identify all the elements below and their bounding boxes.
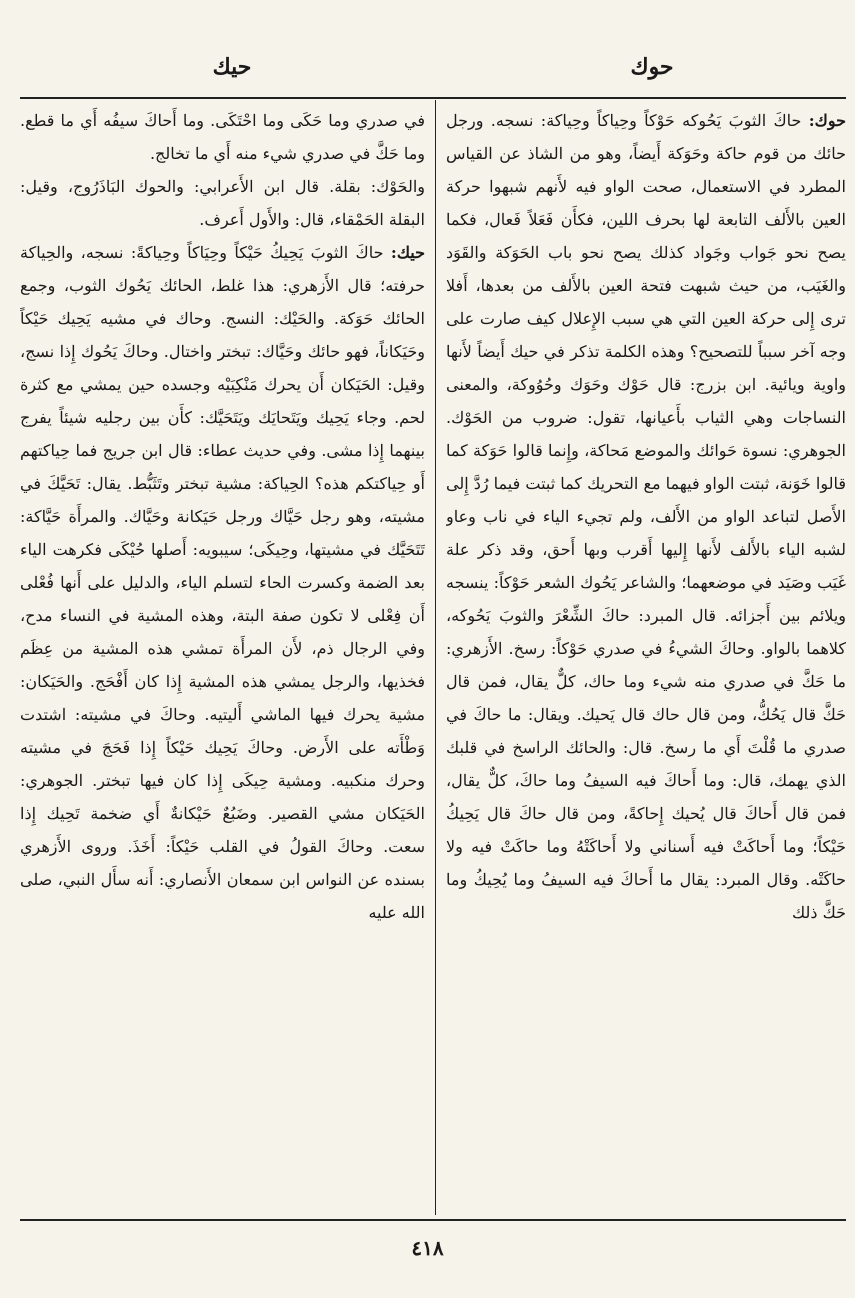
entry-hwk	[446, 104, 846, 929]
entry-hyk	[20, 236, 425, 929]
right-column	[446, 104, 846, 1212]
header-rule	[20, 97, 846, 99]
column-divider	[435, 100, 436, 1215]
running-head-left: حيك	[212, 54, 252, 80]
footer-rule	[20, 1219, 846, 1221]
page-number: ٤١٨	[411, 1236, 444, 1260]
continuation-paragraph: في صدري وما حَكَى وما احْتَكَى. وما أَحاكَ سيفُه أَي ما قطع. وما حَكَّ في صدري شيء منه أَي ما تخالج.	[20, 111, 425, 163]
running-head-right: حوك	[630, 54, 674, 80]
left-column	[20, 104, 425, 1212]
entry-text-hyk: حاكَ الثوبَ يَحِيكُ حَيْكاً وحِيَاكاً وحِياكةً: نسجه، والحِياكة حرفته؛ قال الأَزهري: هذا غلط، الحائك يَحُوك الثوب، وجمع الحائك حَوَكة. والحَيْك: النسج. وحاك في مشيه يَحِيك حَيْكاً وحَيَكاناً، فهو حائك وحَيَّاك: تبختر واختال. وحاكَ يَحُوك إِذا نسج، وقيل: الحَيَكان أَن يحرك مَنْكِبَيْه وجسده حين يمشي مع كثرة لحم. وجاء يَحِيك ويَتَحايَك ويَتَحَيَّك: كأَن بين رجليه شيئاً يفرج بينهما إِذا مشى. وفي حديث عطاء: قال ابن جريج فما حِياكتهم أَو حِياكتكم هذه؟ الحِياكة: مشية تبختر وتَثَبُّط. يقال: تَحَيَّكَ في مشيته، وهو رجل حَيَّاك ورجل حَيَكانة وحَيَّاك. والمرأَة حَيَّاكة: تَتَحَيَّك في مشيتها، وحِيكَى؛ سيبويه: أَصلها حُيْكَى فكرهت الياء بعد الضمة وكسرت الحاء لتسلم الياء، والدليل على أَنها فُعْلى أَن فِعْلى لا تكون صفة البتة، وهذه المشية في النساء مدح، وفي الرجال ذم، لأَن المرأَة تمشي هذه المشية من عِظَم فخذيها، والرجل يمشي هذه المشية إِذا كان أَفْحَج. والحَيَكان: مشية يحرك فيها الماشي أَليتيه. وحاكَ في مشيته: اشتدت وَطْأَته على الأَرض. وحاكَ يَحِيك حَيْكاً إِذا فَحَجَ في مشيته وحرك منكبيه. ومشية حِيكَى إِذا كان فيها تبختر. الجوهري: الحَيَكان مشي القصير. وضَبُعٌ حَيْكانةٌ أَي ضخمة تَحِيك إِذا سعت. وحاكَ القولُ في القلب حَيْكاً: أَخَذَ. وروى الأَزهري بسنده عن النواس ابن سمعان الأَنصاري: أَنه سأَل النبي، صلى الله عليه	[20, 243, 425, 922]
entry-headword-hyk: حيك:	[390, 243, 425, 262]
hawk-plant-paragraph: والحَوْك: بقلة. قال ابن الأَعرابي: والحوك البَاذَرُوج، وقيل: البقلة الحَمْقاء، قال: والأَول أَعرف.	[20, 177, 425, 229]
entry-text-hwk: حاكَ الثوبَ يَحُوكه حَوْكاً وحِياكاً وحِياكة: نسجه. ورجل حائك من قوم حاكة وحَوَكة أَيضاً، وهو من الشاذ عن القياس المطرد في الاستعمال، صحت الواو فيه لأَنهم شبهوا حركة العين بالأَلف التابعة لها بحرف اللين، فكأَن فَعَلاً فَعال، فكما يصح نحو جَواب وجَواد كذلك يصح نحو باب الحَوَكة والقَوَد والغَيَب، من حيث شبهت فتحة العين بالأَلف من بعدها، أَفلا ترى إِلى حركة العين التي هي سبب الإِعلال كيف صارت على وجه آخر سبباً للتصحيح؟ وهذه الكلمة تذكر في حيك أَيضاً لأَنها واوية ويائية. ابن بزرج: قال حَوْك وحَوَك وحُوُوكة، والمعنى النساجات وهي الثياب بأَعيانها، تقول: ضروب من الحَوْك. الجوهري: نسوة حَوائك والموضع مَحاكة، وإِنما قالوا حَوَكة كما قالوا خَوَنة، ثبتت الواو فيهما مع التحريك كما ثبتت فيما رُدَّ إِلى الأَصل لتباعد الواو من الأَلف، ولم تجيء الياء في ناب وعاو لشبه الياء بالأَلف لأَنها إِليها أَقرب وبها أَحق، وقد ذكر علة غَيَب وصَيَد في موضعهما؛ والشاعر يَحُوك الشعر حَوْكاً: ينسجه ويلائم بين أَجزائه. قال المبرد: حاكَ الشِّعْرَ والثوبَ يَحُوكه، كلاهما بالواو. وحاكَ الشيءُ في صدري حَوْكاً: رسخ. الأَزهري: ما حَكَّ في صدري منه شيء وما حاك، كلٌّ يقال، فمن قال حَكَّ قال يَحُكُّ، ومن قال حاك قال يَحيك. ويقال: ما حاكَ في صدري ما قُلْتَ أَي ما رسخ. قال: والحائك الراسخ في قلبك الذي يهمك، قال: وما أَحاكَ فيه السيفُ وما حاكَ، كلٌّ يقال، فمن قال أَحاكَ قال يُحيك إِحاكةً، ومن قال حاكَ قال يَحِيكُ حَيْكاً؛ وما أَحاكَتْ فيه أَسناني ولا أَحاكَتْهُ وما حاكَتْ فيه ولا حاكَتْه. وقال المبرد: يقال ما أَحاكَ فيه السيفُ وما يُحِيكُ وما حَكَّ ذلك	[446, 111, 846, 922]
entry-headword-hwk: حوك:	[808, 111, 846, 130]
